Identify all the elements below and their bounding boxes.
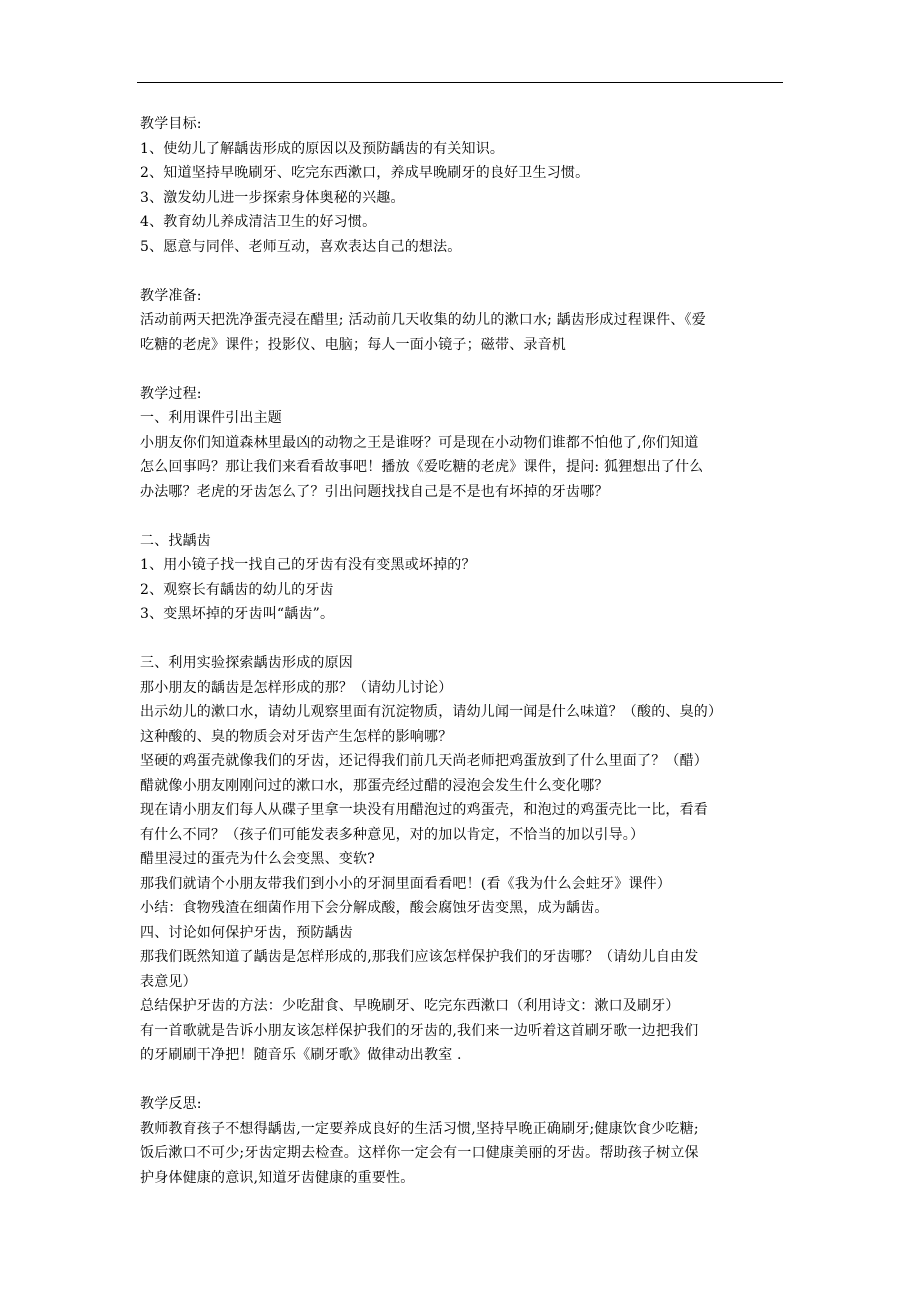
section-heading-goals: 教学目标: [140,116,202,132]
section-heading-preparation: 教学准备: [140,287,202,304]
section-heading-process: 教学过程: [140,385,202,402]
subsection-heading: 三、利用实验探索龋齿形成的原因 [140,655,353,671]
reflection-line: 饭后漱口不可少;牙齿定期去检查。这样你一定会有一口健康美丽的牙齿。帮助孩子树立保 [140,1145,699,1161]
paragraph-line: 那我们既然知道了龋齿是怎样形成的,那我们应该怎样保护我们的牙齿哪？（请幼儿自由发 [140,949,699,965]
paragraph-line: 有一首歌就是告诉小朋友该怎样保护我们的牙齿的,我们来一边听着这首刷牙歌一边把我们 [140,1022,699,1039]
goal-item: 3、激发幼儿进一步探索身体奥秘的兴趣。 [140,189,405,206]
paragraph-line: 的牙刷刷干净把！随音乐《刷牙歌》做律动出教室 . [140,1047,462,1063]
preparation-text: 活动前两天把洗净蛋壳浸在醋里; 活动前几天收集的幼儿的漱口水; 龋齿形成过程课件、《爱 [140,312,706,328]
blank-line [140,1068,790,1093]
reflection-line: 教师教育孩子不想得龋齿,一定要养成良好的生活习惯,坚持早晚正确刷牙;健康饮食少吃糖; [140,1120,699,1137]
paragraph-line: 怎么回事吗？那让我们来看看故事吧！播放《爱吃糖的老虎》课件，提问: 狐狸想出了什么 [140,459,704,475]
subsection-heading: 四、讨论如何保护牙齿，预防龋齿 [140,924,353,941]
subsection-heading: 二、找龋齿 [140,532,211,549]
paragraph-line: 表意见） [140,973,197,990]
list-item: 3、变黑坏掉的牙齿叫“龋齿”。 [140,606,335,622]
paragraph-line: 那小朋友的龋齿是怎样形成的那？（请幼儿讨论） [140,679,453,696]
paragraph-line: 有什么不同？（孩子们可能发表多种意见，对的加以肯定，不恰当的加以引导。） [140,826,645,843]
summary-line: 小结：食物残渣在细菌作用下会分解成酸，酸会腐蚀牙齿变黑，成为龋齿。 [140,900,609,916]
goal-item: 4、教育幼儿养成清洁卫生的好习惯。 [140,214,377,230]
section-heading-reflection: 教学反思: [140,1096,202,1112]
goal-item: 5、愿意与同伴、老师互动，喜欢表达自己的想法。 [140,238,462,255]
list-item: 2、观察长有龋齿的幼儿的牙齿 [140,581,334,598]
list-item: 1、用小镜子找一找自己的牙齿有没有变黑或坏掉的？ [140,557,476,573]
preparation-text: 吃糖的老虎》课件；投影仪、电脑；每人一面小镜子；磁带、录音机 [140,336,566,353]
paragraph-line: 小朋友你们知道森林里最凶的动物之王是谁呀？可是现在小动物们谁都不怕他了,你们知道 [140,434,699,451]
paragraph-line: 坚硬的鸡蛋壳就像我们的牙齿，还记得我们前几天尚老师把鸡蛋放到了什么里面了？（醋） [140,753,708,769]
subsection-heading: 一、利用课件引出主题 [140,410,282,426]
paragraph-line: 那我们就请个小朋友带我们到小小的牙洞里面看看吧！(看《我为什么会蛀牙》课件） [140,875,672,892]
paragraph-line: 这种酸的、臭的物质会对牙齿产生怎样的影响哪？ [140,728,453,745]
goal-item: 2、知道坚持早晚刷牙、吃完东西漱口，养成早晚刷牙的良好卫生习惯。 [140,165,590,181]
goal-item: 1、使幼儿了解龋齿形成的原因以及预防龋齿的有关知识。 [140,140,505,157]
blank-line [140,357,790,382]
paragraph-line: 出示幼儿的漱口水，请幼儿观察里面有沉淀物质，请幼儿闻一闻是什么味道？（酸的、臭的） [140,704,723,720]
document-body [140,112,790,1190]
paragraph-line: 醋就像小朋友刚刚问过的漱口水，那蛋壳经过醋的浸泡会发生什么变化哪？ [140,777,609,794]
paragraph-line: 总结保护牙齿的方法：少吃甜食、早晚刷牙、吃完东西漱口（利用诗文：漱口及刷牙） [140,998,680,1014]
paragraph-line: 现在请小朋友们每人从碟子里拿一块没有用醋泡过的鸡蛋壳，和泡过的鸡蛋壳比一比，看看 [140,802,708,818]
blank-line [140,504,790,529]
reflection-line: 护身体健康的意识,知道牙齿健康的重要性。 [140,1169,415,1186]
blank-line [140,627,790,652]
header-rule [137,82,783,83]
paragraph-line: 醋里浸过的蛋壳为什么会变黑、变软? [140,851,375,867]
paragraph-line: 办法哪？老虎的牙齿怎么了？引出问题找找自己是不是也有坏掉的牙齿哪？ [140,483,609,500]
blank-line [140,259,790,284]
